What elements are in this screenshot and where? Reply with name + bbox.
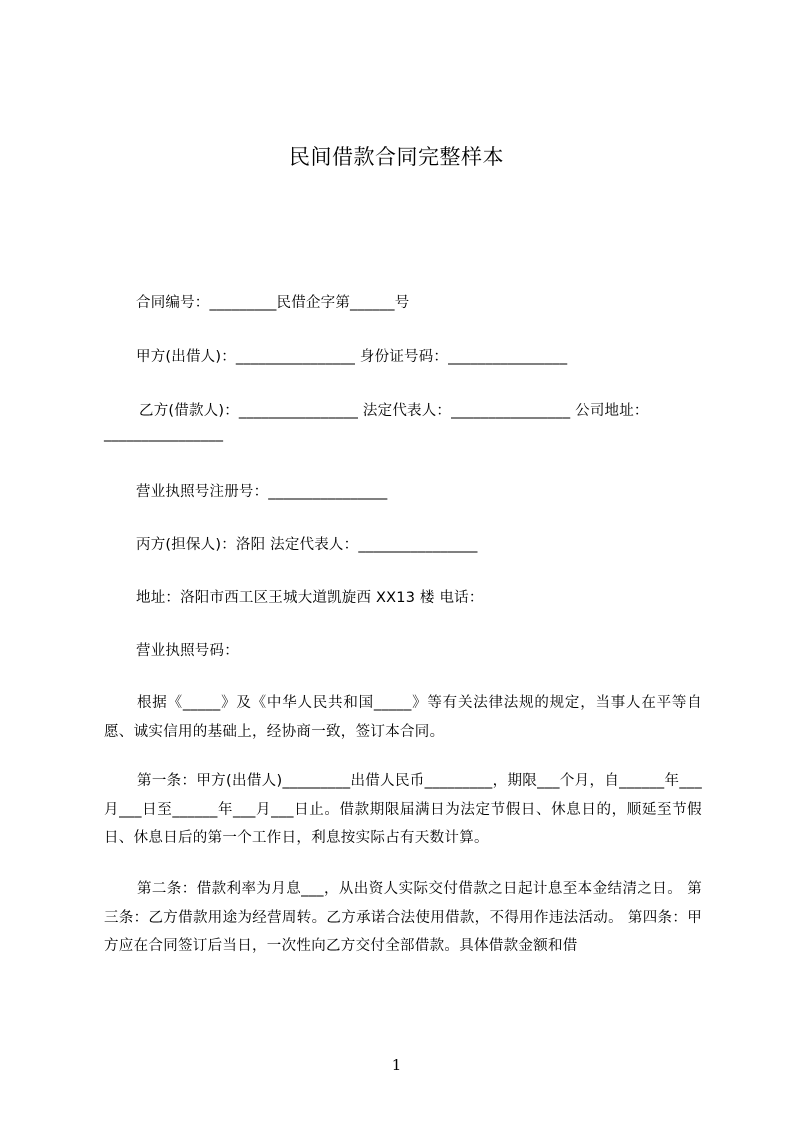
article-1-paragraph: 第一条：甲方(出借人)_________出借人民币_________，期限___个月，自______年___月___日至______年___月___日止。借款期限届满日为法定节假日、休息日的，顺延至节假日、休息日后的第一个工作日，利息按实际占有天数计算。	[104, 773, 702, 846]
party-b-address-blank: ________________	[104, 426, 224, 442]
address-line: 地址：洛阳市西工区王城大道凯旋西 XX13 楼 电话：	[136, 590, 484, 606]
party-c-line: 丙方(担保人)：洛阳 法定代表人：________________	[136, 537, 478, 553]
contract-number-line: 合同编号：_________民借企字第______号	[136, 295, 410, 311]
business-license-registration-line: 营业执照号注册号：________________	[136, 484, 388, 500]
party-b-line: 乙方(借款人)：________________ 法定代表人：________________ 公司地址：	[139, 403, 649, 419]
preamble-paragraph: 根据《_____》及《中华人民共和国_____》等有关法律法规的规定，当事人在平等自愿、诚实信用的基础上，经协商一致，签订本合同。	[104, 695, 702, 740]
page-number: 1	[391, 1056, 402, 1074]
article-2-paragraph: 第二条：借款利率为月息___，从出资人实际交付借款之日起计息至本金结清之日。 第三条：乙方借款用途为经营周转。乙方承诺合法使用借款，不得用作违法活动。 第四条：甲方应在合同签订后当日，一次性向乙方交付全部借款。具体借款金额和借	[104, 881, 702, 954]
party-a-line: 甲方(出借人)：________________ 身份证号码：________________	[136, 349, 568, 365]
document-title: 民间借款合同完整样本	[289, 145, 504, 169]
business-license-line: 营业执照号码：	[136, 643, 239, 659]
